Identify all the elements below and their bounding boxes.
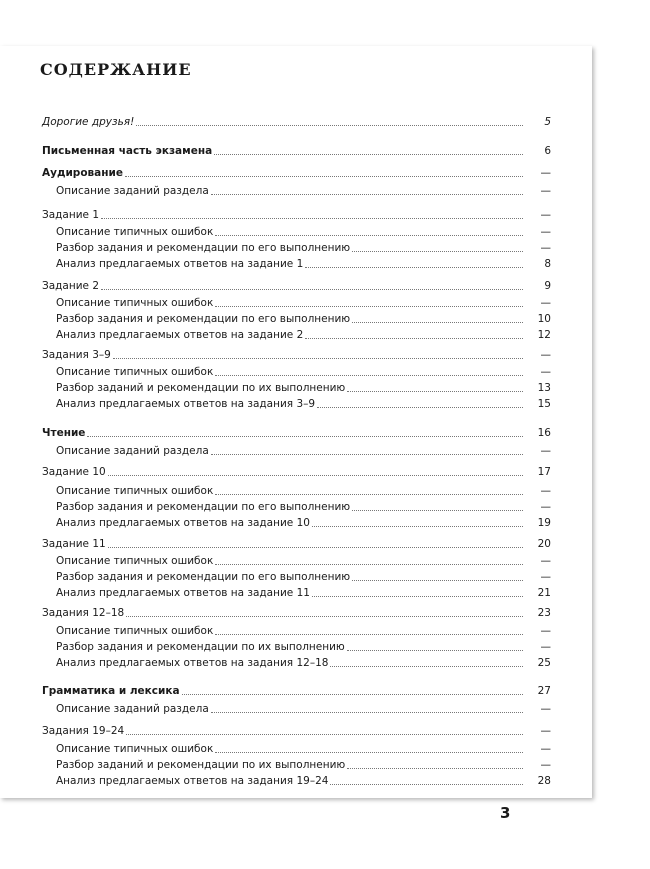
dot-leader: [87, 435, 523, 437]
dot-leader: [136, 124, 523, 126]
toc-entry-page: 27: [537, 685, 551, 697]
toc-entry-title: Анализ предлагаемых ответов на задание 1: [56, 258, 304, 270]
toc-entry-page: —: [540, 349, 551, 361]
toc-entry-title: Описание типичных ошибок: [56, 226, 214, 238]
toc-entry: [56, 586, 551, 600]
dot-leader: [211, 711, 523, 713]
page-title: СОДЕРЖАНИЕ: [40, 60, 192, 79]
toc-entry: [56, 758, 551, 772]
toc-entry-page: —: [540, 185, 551, 197]
toc-entry: [56, 516, 551, 530]
toc-entry: [42, 684, 551, 698]
dot-leader: [215, 563, 523, 565]
toc-entry-title: Задания 12–18: [42, 607, 125, 619]
toc-entry-page: —: [540, 759, 551, 771]
toc-entry-title: Описание типичных ошибок: [56, 485, 214, 497]
toc-entry-title: Анализ предлагаемых ответов на задание 11: [56, 587, 310, 599]
toc-entry-page: —: [540, 242, 551, 254]
toc-entry: [56, 500, 551, 514]
toc-entry-title: Письменная часть экзамена: [42, 145, 213, 157]
toc-entry: [56, 184, 551, 198]
toc-entry-page: 16: [537, 427, 551, 439]
toc-entry: [56, 702, 551, 716]
toc-entry-title: Разбор заданий и рекомендации по их выполнению: [56, 759, 346, 771]
toc-entry: [56, 554, 551, 568]
toc-entry: [42, 144, 551, 158]
toc-entry-page: 12: [537, 329, 551, 341]
toc-entry: [56, 381, 551, 395]
dot-leader: [182, 693, 523, 695]
toc-entry: [56, 484, 551, 498]
dot-leader: [347, 649, 523, 651]
dot-leader: [330, 783, 523, 785]
toc-entry-page: 17: [537, 466, 551, 478]
toc-entry-title: Описание типичных ошибок: [56, 743, 214, 755]
toc-entry-page: —: [540, 366, 551, 378]
toc-entry-title: Разбор задания и рекомендации по его выполнению: [56, 313, 351, 325]
dot-leader: [211, 453, 523, 455]
toc-entry: [56, 257, 551, 271]
toc-entry: [56, 570, 551, 584]
toc-entry: [56, 225, 551, 239]
toc-entry: [42, 348, 551, 362]
toc-entry: [56, 656, 551, 670]
dot-leader: [214, 153, 523, 155]
dot-leader: [347, 767, 523, 769]
toc-entry: [56, 328, 551, 342]
toc-entry-title: Задания 3–9: [42, 349, 111, 361]
toc-entry-title: Задания 19–24: [42, 725, 125, 737]
toc-entry-page: 20: [537, 538, 551, 550]
toc-entry-page: —: [540, 445, 551, 457]
toc-entry-page: —: [540, 571, 551, 583]
toc-entry: [56, 397, 551, 411]
toc-entry-page: 15: [537, 398, 551, 410]
toc-entry-title: Анализ предлагаемых ответов на задания 19–24: [56, 775, 329, 787]
toc-entry: [42, 115, 551, 129]
toc-entry-title: Разбор задания и рекомендации по его выполнению: [56, 571, 351, 583]
toc-entry-title: Анализ предлагаемых ответов на задания 12–18: [56, 657, 329, 669]
toc-entry-title: Анализ предлагаемых ответов на задания 3–9: [56, 398, 316, 410]
toc-entry-page: 25: [537, 657, 551, 669]
toc-entry: [56, 296, 551, 310]
dot-leader: [312, 595, 523, 597]
toc-entry-page: 23: [537, 607, 551, 619]
toc-entry: [56, 365, 551, 379]
dot-leader: [352, 579, 523, 581]
toc-entry-title: Разбор задания и рекомендации по их выполнению: [56, 641, 345, 653]
dot-leader: [352, 250, 523, 252]
toc-entry: [56, 742, 551, 756]
toc-entry-page: —: [540, 501, 551, 513]
toc-entry-page: —: [540, 226, 551, 238]
toc-entry-title: Описание заданий раздела: [56, 703, 209, 715]
toc-entry-title: Разбор задания и рекомендации по его выполнению: [56, 501, 351, 513]
toc-entry-page: —: [540, 209, 551, 221]
toc-entry-title: Задание 10: [42, 466, 106, 478]
toc-entry: [42, 279, 551, 293]
toc-entry-title: Анализ предлагаемых ответов на задание 10: [56, 517, 310, 529]
toc-entry-page: 8: [544, 258, 551, 270]
toc-entry-page: —: [540, 743, 551, 755]
toc-entry: [42, 465, 551, 479]
toc-entry: [42, 724, 551, 738]
toc-entry: [56, 624, 551, 638]
toc-entry-page: —: [540, 703, 551, 715]
dot-leader: [305, 266, 523, 268]
toc-entry-title: Задание 11: [42, 538, 106, 550]
dot-leader: [312, 525, 523, 527]
dot-leader: [101, 288, 523, 290]
dot-leader: [305, 337, 523, 339]
toc-entry-page: —: [540, 725, 551, 737]
toc-entry-title: Аудирование: [42, 167, 124, 179]
dot-leader: [108, 546, 523, 548]
dot-leader: [126, 615, 523, 617]
toc-entry-page: —: [540, 167, 551, 179]
toc-entry-page: 10: [537, 313, 551, 325]
dot-leader: [101, 217, 523, 219]
dot-leader: [352, 509, 523, 511]
toc-entry-page: —: [540, 641, 551, 653]
toc-entry: [42, 208, 551, 222]
toc-entry-page: 6: [544, 145, 551, 157]
toc-entry-title: Задание 1: [42, 209, 100, 221]
toc-entry: [56, 774, 551, 788]
toc-entry-title: Разбор заданий и рекомендации по их выполнению: [56, 382, 346, 394]
toc-entry: [42, 606, 551, 620]
toc-entry-page: 9: [544, 280, 551, 292]
toc-entry-page: 21: [537, 587, 551, 599]
dot-leader: [215, 493, 523, 495]
toc-entry-title: Анализ предлагаемых ответов на задание 2: [56, 329, 304, 341]
toc-entry: [56, 241, 551, 255]
dot-leader: [113, 357, 523, 359]
dot-leader: [215, 305, 523, 307]
toc-entry-title: Описание типичных ошибок: [56, 555, 214, 567]
toc-entry-page: —: [540, 555, 551, 567]
toc-entry-title: Дорогие друзья!: [42, 116, 135, 128]
dot-leader: [352, 321, 523, 323]
toc-entry-page: —: [540, 297, 551, 309]
toc-entry: [42, 426, 551, 440]
dot-leader: [108, 474, 523, 476]
page-number: 3: [500, 804, 511, 822]
dot-leader: [215, 633, 523, 635]
dot-leader: [215, 374, 523, 376]
toc-entry-title: Разбор задания и рекомендации по его выполнению: [56, 242, 351, 254]
dot-leader: [215, 234, 523, 236]
toc-entry: [42, 537, 551, 551]
dot-leader: [317, 406, 523, 408]
toc-entry-page: 13: [537, 382, 551, 394]
toc-entry-title: Описание типичных ошибок: [56, 366, 214, 378]
dot-leader: [211, 193, 523, 195]
toc-entry-page: —: [540, 485, 551, 497]
dot-leader: [215, 751, 523, 753]
toc-entry: [42, 166, 551, 180]
toc-entry-page: 28: [537, 775, 551, 787]
dot-leader: [125, 175, 523, 177]
toc-entry: [56, 312, 551, 326]
toc-entry: [56, 640, 551, 654]
toc-entry-page: 5: [544, 116, 551, 128]
toc-entry-title: Грамматика и лексика: [42, 685, 180, 697]
toc-entry-title: Задание 2: [42, 280, 100, 292]
toc-entry-title: Описание заданий раздела: [56, 185, 209, 197]
toc-entry-title: Описание типичных ошибок: [56, 625, 214, 637]
toc-entry-title: Описание типичных ошибок: [56, 297, 214, 309]
dot-leader: [126, 733, 523, 735]
toc-entry-title: Описание заданий раздела: [56, 445, 209, 457]
dot-leader: [330, 665, 523, 667]
dot-leader: [347, 390, 523, 392]
toc-entry-page: —: [540, 625, 551, 637]
toc-entry: [56, 444, 551, 458]
toc-entry-title: Чтение: [42, 427, 86, 439]
toc-entry-page: 19: [537, 517, 551, 529]
